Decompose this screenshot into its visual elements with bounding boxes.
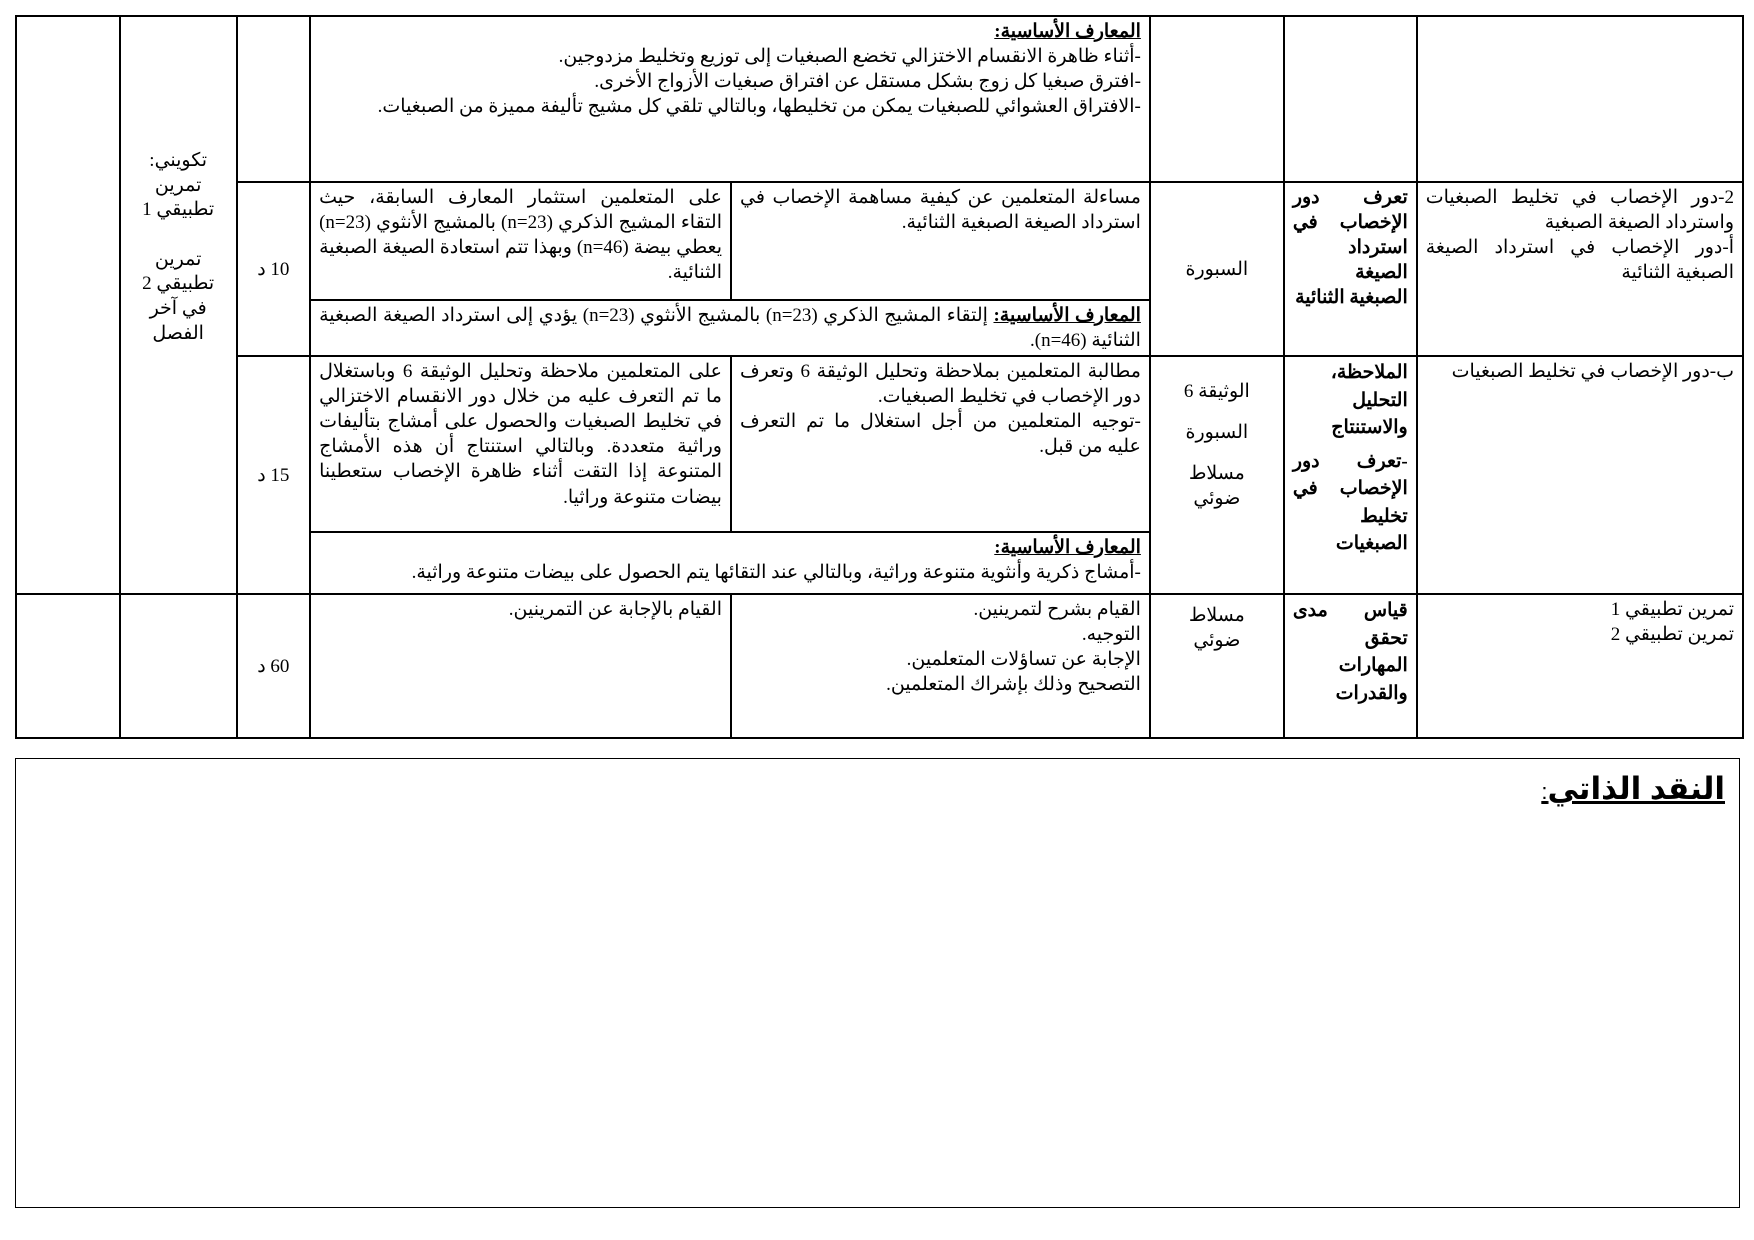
element-cell: 2-دور الإخصاب في تخليط الصبغيات واسترداد الصيغة الصبغية أ-دور الإخصاب في استرداد الصيغة الصبغية الثنائية	[1417, 182, 1743, 356]
knowledge-cell	[310, 300, 1150, 356]
objective-cell	[1284, 16, 1417, 182]
table-row	[16, 356, 1743, 532]
element-cell: تمرين تطبيقي 1 تمرين تطبيقي 2	[1417, 594, 1743, 738]
objective-cell: قياس مدى تحقق المهارات والقدرات	[1284, 594, 1417, 738]
self-critique-title-text: النقد الذاتي	[1547, 771, 1725, 806]
duration-cell: 10 د	[237, 182, 311, 356]
knowledge-line: -الافتراق العشوائي للصبغيات يمكن من تخليطها، وبالتالي تلقي كل مشيج تأليفة مميزة من الصبغيات.	[377, 96, 1141, 118]
learner-activity-cell: على المتعلمين استثمار المعارف السابقة، حيث التقاء المشيج الذكري (n=23) بالمشيج الأنثوي (n=23) يعطي بيضة (n=46) وبهذا تتم استعادة الصيغة الصبغية الثنائية.	[310, 182, 731, 300]
knowledge-label: المعارف الأساسية:	[993, 305, 1141, 326]
self-critique-box	[15, 758, 1740, 1208]
learner-activity-cell: على المتعلمين ملاحظة وتحليل الوثيقة 6 وباستغلال ما تم التعرف عليه من خلال دور الانقسام الاختزالي في تخليط الصبغيات والحصول على أمشاج بتأليفات وراثية متعددة. وبالتالي استنتاج أن هذه الأمشاج المتنوعة إذا التقت أثناء ظاهرة الإخصاب ستعطينا بيضات متنوعة وراثيا.	[310, 356, 731, 532]
teacher-activity-cell: مطالبة المتعلمين بملاحظة وتحليل الوثيقة 6 وتعرف دور الإخصاب في تخليط الصبغيات. -توجيه المتعلمين من أجل استغلال ما تم التعرف عليه من قبل.	[731, 356, 1150, 532]
element-cell	[1417, 16, 1743, 182]
evaluation-cell	[120, 594, 237, 738]
material-cell	[1150, 356, 1284, 594]
table-row	[16, 182, 1743, 300]
material-cell	[1150, 16, 1284, 182]
learner-activity-cell: القيام بالإجابة عن التمرينين.	[310, 594, 731, 738]
knowledge-line: -أثناء ظاهرة الانقسام الاختزالي تخضع الصبغيات إلى توزيع وتخليط مزدوجين.	[558, 46, 1141, 68]
knowledge-line: -افترق صبغيا كل زوج بشكل مستقل عن افتراق صبغيات الأزواج الأخرى.	[594, 71, 1141, 93]
objective-b: -تعرف دور الإخصاب في تخليط الصبغيات	[1292, 450, 1408, 555]
knowledge-cell	[310, 532, 1150, 594]
objective-a: الملاحظة، التحليل والاستنتاج	[1330, 362, 1408, 439]
material-item: الوثيقة 6	[1183, 381, 1250, 403]
duration-cell	[237, 16, 311, 182]
knowledge-text: إلتقاء المشيج الذكري (n=23) بالمشيج الأنثوي (n=23) يؤدي إلى استرداد الصيغة الصبغية الثنائية (n=46).	[319, 305, 1141, 352]
remarks-cell	[16, 16, 120, 594]
objective-cell: تعرف دور الإخصاب في استرداد الصيغة الصبغية الثنائية	[1284, 182, 1417, 356]
knowledge-text: -أمشاج ذكرية وأنثوية متنوعة وراثية، وبالتالي عند التقائها يتم الحصول على بيضات متنوعة وراثية.	[411, 562, 1141, 584]
objective-cell	[1284, 356, 1417, 594]
knowledge-label: المعارف الأساسية:	[994, 21, 1141, 42]
self-critique-title	[1541, 771, 1725, 807]
duration-cell: 15 د	[237, 356, 311, 594]
table-row	[16, 16, 1743, 182]
material-item: مسلاط ضوئي	[1188, 463, 1245, 510]
knowledge-cell	[310, 16, 1150, 182]
material-cell: مسلاط ضوئي	[1150, 594, 1284, 738]
evaluation-label: تكويني:	[149, 150, 208, 171]
duration-cell: 60 د	[237, 594, 311, 738]
table-row	[16, 594, 1743, 738]
evaluation-exercises: تمرين تطبيقي 1 تمرين تطبيقي 2 في آخر الفصل	[142, 174, 215, 344]
knowledge-label: المعارف الأساسية:	[994, 537, 1141, 559]
evaluation-cell	[120, 16, 237, 594]
element-cell: ب-دور الإخصاب في تخليط الصبغيات	[1417, 356, 1743, 594]
material-item: السبورة	[1185, 422, 1249, 444]
lesson-plan-table	[15, 15, 1744, 739]
remarks-cell	[16, 594, 120, 738]
self-critique-colon: :	[1541, 779, 1548, 804]
teacher-activity-cell: مساءلة المتعلمين عن كيفية مساهمة الإخصاب في استرداد الصيغة الصبغية الثنائية.	[731, 182, 1150, 300]
teacher-activity-cell: القيام بشرح لتمرينين. التوجيه. الإجابة عن تساؤلات المتعلمين. التصحيح وذلك بإشراك المتعلمين.	[731, 594, 1150, 738]
material-cell: السبورة	[1150, 182, 1284, 356]
